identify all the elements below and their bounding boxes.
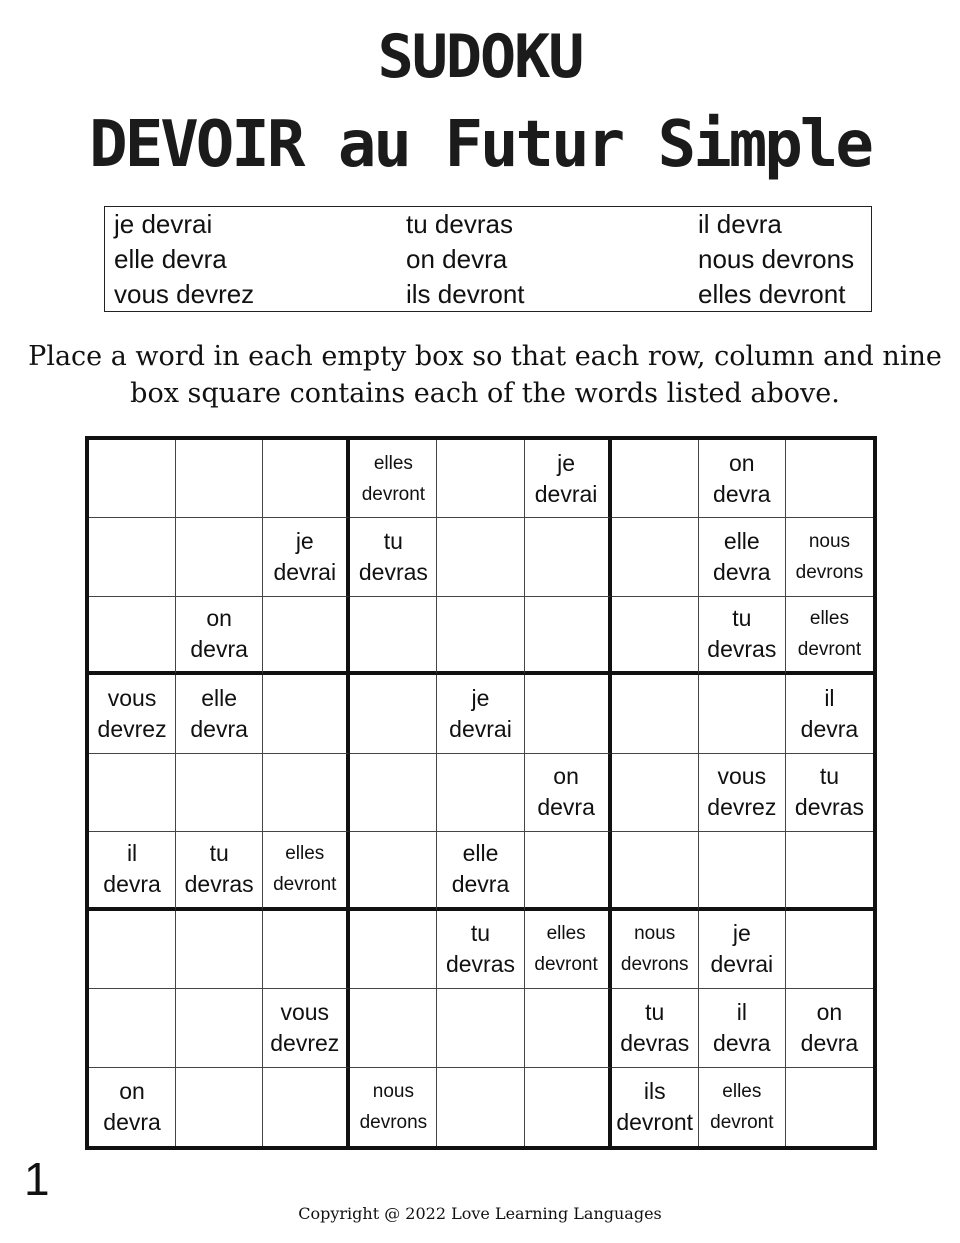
cell-pronoun: elles: [373, 452, 413, 474]
grid-cell-filled: [699, 754, 786, 832]
cell-verb: devrez: [97, 716, 167, 743]
cell-pronoun: on: [553, 763, 579, 790]
grid-cell-filled: [612, 911, 699, 989]
grid-cell-empty[interactable]: [350, 911, 437, 989]
grid-cell-filled: [699, 518, 786, 596]
cell-pronoun: il: [126, 840, 138, 867]
grid-cell-empty[interactable]: [525, 675, 612, 753]
grid-cell-filled: [437, 911, 524, 989]
grid-cell-filled: [263, 989, 350, 1067]
grid-cell-empty[interactable]: [525, 597, 612, 675]
grid-cell-empty[interactable]: [699, 675, 786, 753]
cell-verb: devrons: [620, 954, 689, 976]
grid-cell-filled: [612, 989, 699, 1067]
cell-verb: devras: [445, 951, 516, 978]
grid-cell-empty[interactable]: [699, 832, 786, 910]
cell-pronoun: je: [557, 449, 576, 476]
grid-cell-empty[interactable]: [89, 518, 176, 596]
grid-cell-empty[interactable]: [437, 440, 524, 518]
cell-verb: devront: [273, 874, 337, 896]
grid-cell-empty[interactable]: [437, 1068, 524, 1146]
grid-cell-empty[interactable]: [437, 518, 524, 596]
cell-pronoun: on: [816, 998, 843, 1025]
grid-cell-filled: [786, 675, 873, 753]
grid-cell-filled: [612, 1068, 699, 1146]
grid-cell-empty[interactable]: [612, 440, 699, 518]
grid-cell-filled: [89, 832, 176, 910]
cell-pronoun: on: [119, 1077, 145, 1104]
cell-pronoun: nous: [808, 531, 851, 553]
cell-verb: devras: [620, 1029, 690, 1056]
grid-cell-filled: [786, 754, 873, 832]
grid-cell-empty[interactable]: [437, 597, 524, 675]
cell-verb: devra: [103, 1108, 161, 1135]
cell-verb: devra: [451, 871, 510, 898]
cell-verb: devra: [800, 1029, 859, 1056]
grid-cell-filled: [263, 832, 350, 910]
cell-verb: devrez: [707, 794, 777, 821]
cell-pronoun: nous: [634, 923, 676, 945]
cell-verb: devra: [713, 559, 771, 586]
grid-cell-empty[interactable]: [350, 597, 437, 675]
cell-pronoun: elles: [809, 608, 849, 630]
cell-verb: devras: [358, 559, 428, 586]
cell-pronoun: vous: [717, 763, 767, 790]
cell-pronoun: on: [206, 605, 232, 632]
grid-cell-empty[interactable]: [525, 832, 612, 910]
grid-cell-filled: [699, 989, 786, 1067]
grid-cell-empty[interactable]: [176, 989, 263, 1067]
word-bank-item: il devra: [698, 209, 782, 239]
cell-pronoun: elle: [201, 685, 238, 712]
cell-verb: devrai: [710, 951, 774, 978]
grid-cell-empty[interactable]: [89, 597, 176, 675]
page-number: 1: [24, 1153, 50, 1205]
cell-pronoun: tu: [209, 840, 229, 867]
cell-verb: devra: [713, 1029, 771, 1056]
cell-pronoun: je: [732, 920, 751, 947]
grid-cell-filled: [525, 754, 612, 832]
cell-verb: devront: [534, 954, 598, 976]
cell-pronoun: elle: [723, 528, 760, 555]
cell-pronoun: il: [824, 685, 835, 712]
grid-cell-filled: [699, 1068, 786, 1146]
grid-cell-empty[interactable]: [612, 518, 699, 596]
grid-cell-empty[interactable]: [786, 1068, 873, 1146]
grid-cell-empty[interactable]: [176, 911, 263, 989]
grid-cell-filled: [89, 1068, 176, 1146]
grid-cell-filled: [437, 675, 524, 753]
word-bank-item: elles devront: [698, 279, 846, 309]
cell-verb: devra: [713, 480, 771, 507]
cell-pronoun: tu: [732, 605, 752, 632]
cell-verb: devront: [710, 1111, 774, 1133]
grid-cell-empty[interactable]: [612, 597, 699, 675]
grid-cell-empty[interactable]: [525, 518, 612, 596]
grid-cell-filled: [263, 518, 350, 596]
word-bank: [104, 206, 872, 312]
cell-verb: devrai: [273, 559, 337, 586]
cell-pronoun: elles: [722, 1080, 762, 1102]
cell-verb: devrons: [359, 1111, 428, 1133]
word-bank-item: je devrai: [114, 209, 213, 239]
grid-cell-filled: [786, 597, 873, 675]
cell-verb: devra: [103, 871, 161, 898]
cell-pronoun: vous: [107, 685, 157, 712]
grid-cell-empty[interactable]: [89, 911, 176, 989]
grid-cell-filled: [176, 675, 263, 753]
word-bank-item: ils devront: [406, 279, 525, 309]
cell-verb: devrai: [449, 716, 512, 743]
grid-cell-filled: [350, 440, 437, 518]
grid-cell-empty[interactable]: [263, 675, 350, 753]
cell-pronoun: on: [729, 449, 755, 476]
cell-pronoun: nous: [372, 1080, 414, 1102]
grid-cell-filled: [699, 911, 786, 989]
grid-cell-empty[interactable]: [437, 754, 524, 832]
cell-verb: devras: [794, 794, 864, 821]
word-bank-item: on devra: [406, 244, 508, 274]
grid-cell-filled: [437, 832, 524, 910]
cell-pronoun: tu: [819, 763, 840, 790]
worksheet-title: DEVOIR au Futur Simple: [89, 108, 871, 182]
cell-verb: devras: [707, 636, 777, 663]
cell-pronoun: je: [295, 528, 314, 555]
grid-cell-empty[interactable]: [176, 440, 263, 518]
grid-cell-filled: [525, 440, 612, 518]
instructions: Place a word in each empty box so that each row, column and nine box square contains each of the words listed above.: [28, 341, 942, 409]
grid-cell-filled: [525, 911, 612, 989]
grid-cell-empty[interactable]: [263, 911, 350, 989]
grid-cell-empty[interactable]: [786, 911, 873, 989]
copyright: Copyright @ 2022 Love Learning Languages: [298, 1204, 662, 1223]
word-bank-item: tu devras: [406, 209, 513, 239]
grid-cell-filled: [89, 675, 176, 753]
grid-cell-empty[interactable]: [263, 440, 350, 518]
cell-verb: devra: [800, 716, 859, 743]
cell-pronoun: tu: [470, 920, 491, 947]
grid-cell-filled: [176, 597, 263, 675]
cell-pronoun: vous: [280, 998, 330, 1025]
word-bank-item: elle devra: [114, 244, 227, 274]
cell-pronoun: tu: [383, 528, 403, 555]
cell-pronoun: je: [471, 685, 490, 712]
cell-verb: devront: [361, 483, 426, 505]
grid-cell-empty[interactable]: [263, 597, 350, 675]
cell-verb: devra: [190, 716, 248, 743]
cell-verb: devra: [190, 636, 248, 663]
grid-cell-empty[interactable]: [350, 989, 437, 1067]
grid-cell-empty[interactable]: [525, 1068, 612, 1146]
grid-cell-empty[interactable]: [350, 754, 437, 832]
cell-pronoun: elle: [462, 840, 499, 867]
cell-pronoun: il: [736, 998, 747, 1025]
grid-cell-filled: [350, 518, 437, 596]
word-bank-item: vous devrez: [114, 279, 255, 309]
cell-verb: devras: [184, 871, 254, 898]
cell-pronoun: tu: [645, 998, 665, 1025]
grid-cell-filled: [176, 832, 263, 910]
cell-pronoun: elles: [546, 923, 586, 945]
grid-cell-empty[interactable]: [612, 754, 699, 832]
word-bank-item: nous devrons: [698, 244, 855, 274]
grid-cell-filled: [699, 597, 786, 675]
grid-cell-empty[interactable]: [89, 754, 176, 832]
cell-verb: devrai: [534, 480, 598, 507]
grid-cell-filled: [786, 989, 873, 1067]
grid-cell-empty[interactable]: [612, 675, 699, 753]
grid-cell-empty[interactable]: [525, 989, 612, 1067]
grid-cell-empty[interactable]: [786, 832, 873, 910]
grid-cell-empty[interactable]: [350, 832, 437, 910]
grid-cell-filled: [699, 440, 786, 518]
cell-verb: devrez: [270, 1029, 340, 1056]
grid-cell-empty[interactable]: [786, 440, 873, 518]
grid-cell-empty[interactable]: [89, 989, 176, 1067]
grid-cell-empty[interactable]: [176, 754, 263, 832]
grid-cell-empty[interactable]: [263, 1068, 350, 1146]
cell-pronoun: elles: [285, 843, 325, 865]
grid-cell-empty[interactable]: [176, 1068, 263, 1146]
grid-cell-filled: [350, 1068, 437, 1146]
grid-cell-empty[interactable]: [176, 518, 263, 596]
grid-cell-filled: [786, 518, 873, 596]
grid-cell-empty[interactable]: [612, 832, 699, 910]
cell-verb: devront: [616, 1108, 694, 1135]
grid-cell-empty[interactable]: [437, 989, 524, 1067]
sudoku-title: SUDOKU: [377, 22, 583, 92]
grid-cell-empty[interactable]: [89, 440, 176, 518]
grid-cell-empty[interactable]: [350, 675, 437, 753]
cell-verb: devront: [797, 639, 862, 661]
cell-verb: devrons: [795, 562, 864, 584]
cell-verb: devra: [537, 794, 595, 821]
cell-pronoun: ils: [643, 1077, 666, 1104]
sudoku-grid: [85, 436, 877, 1150]
grid-cell-empty[interactable]: [263, 754, 350, 832]
